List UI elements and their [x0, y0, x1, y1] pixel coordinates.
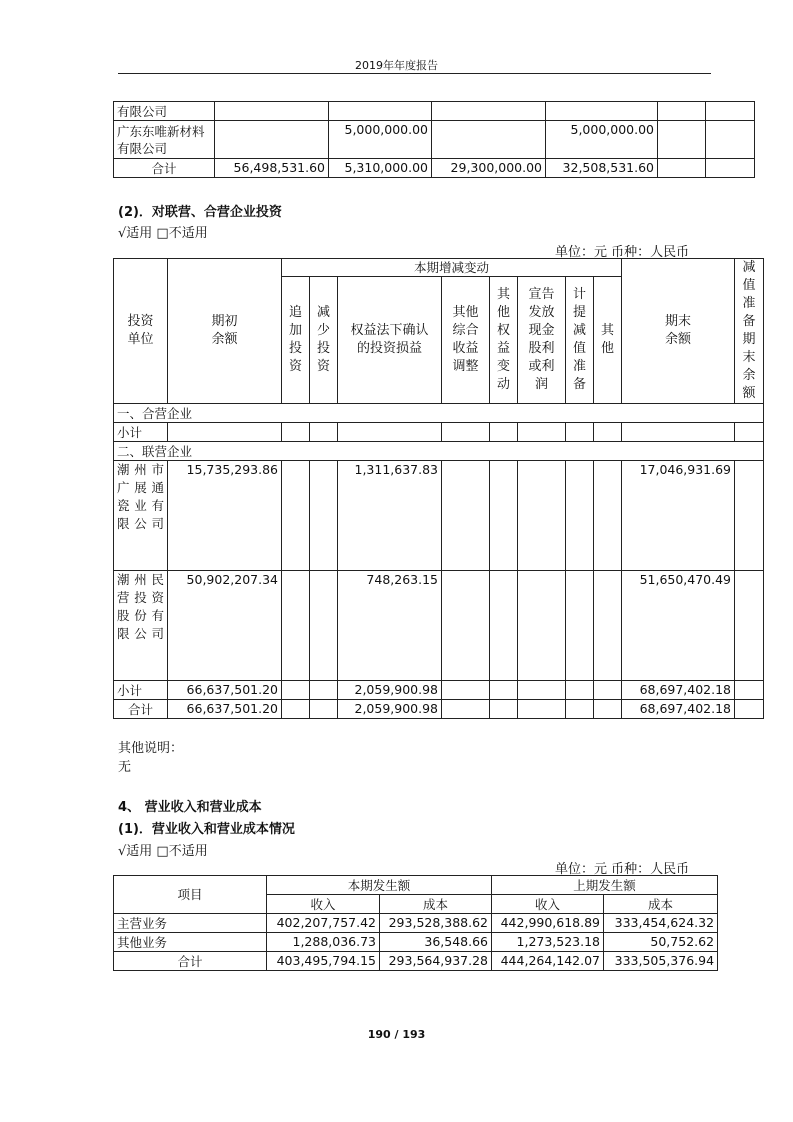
cell — [329, 102, 432, 121]
company-name: 广东东唯新材料有限公司 — [114, 121, 215, 159]
page-number: 190 / 193 — [367, 1028, 426, 1041]
cell — [282, 571, 310, 681]
cell — [706, 102, 755, 121]
header-prior-cost: 成本 — [604, 895, 718, 914]
cell — [490, 423, 518, 442]
cell — [310, 681, 338, 700]
cell — [442, 571, 490, 681]
cell — [622, 423, 735, 442]
cell — [566, 681, 594, 700]
equity-income-value: 2,059,900.98 — [338, 681, 442, 700]
cell — [566, 461, 594, 571]
cell — [594, 700, 622, 719]
cell — [432, 102, 546, 121]
note-value: 无 — [118, 760, 132, 775]
cell — [706, 159, 755, 178]
table-continued — [113, 101, 755, 178]
cell — [338, 423, 442, 442]
subtotal-label: 小计 — [114, 681, 168, 700]
cell — [566, 423, 594, 442]
header-divider — [118, 73, 711, 74]
header-equity-income: 权益法下确认 的投资损益 — [338, 277, 442, 404]
table-row — [114, 571, 764, 681]
cell — [546, 102, 658, 121]
cell: 403,495,794.15 — [267, 952, 380, 971]
header-ending: 期末 余额 — [622, 259, 735, 404]
total-label: 合计 — [114, 952, 267, 971]
header-current-revenue: 收入 — [267, 895, 380, 914]
table-row — [114, 461, 764, 571]
cell — [442, 423, 490, 442]
cell — [735, 681, 764, 700]
cell — [735, 423, 764, 442]
header-item: 项目 — [114, 876, 267, 914]
cell — [566, 700, 594, 719]
cell — [442, 461, 490, 571]
subtotal-label: 小计 — [114, 423, 168, 442]
cell: 442,990,618.89 — [492, 914, 604, 933]
table-row — [114, 159, 755, 178]
investment-table — [113, 258, 764, 719]
unit-label: 单位：元 币种：人民币 — [555, 862, 690, 877]
header-current-cost: 成本 — [380, 895, 492, 914]
header-prior-revenue: 收入 — [492, 895, 604, 914]
header-row — [114, 259, 764, 277]
opening-value: 66,637,501.20 — [168, 681, 282, 700]
cell: 1,273,523.18 — [492, 933, 604, 952]
header-row — [114, 876, 718, 895]
unit-label: 单位：元 币种：人民币 — [555, 245, 690, 260]
cell — [490, 700, 518, 719]
cell — [168, 423, 282, 442]
table-row — [114, 914, 718, 933]
cell — [735, 461, 764, 571]
header-prior: 上期发生额 — [492, 876, 718, 895]
cell — [658, 102, 706, 121]
cell — [518, 700, 566, 719]
cell — [282, 700, 310, 719]
cell: 56,498,531.60 — [215, 159, 329, 178]
cell: 36,548.66 — [380, 933, 492, 952]
cell — [518, 423, 566, 442]
header-investee: 投资 单位 — [114, 259, 168, 404]
cell: 402,207,757.42 — [267, 914, 380, 933]
cell — [432, 121, 546, 159]
opening-value: 66,637,501.20 — [168, 700, 282, 719]
note-label: 其他说明： — [118, 741, 184, 756]
cell: 5,310,000.00 — [329, 159, 432, 178]
cell: 32,508,531.60 — [546, 159, 658, 178]
item-label: 主营业务 — [114, 914, 267, 933]
revenue-cost-table — [113, 875, 718, 971]
assoc-label: 二、联营企业 — [114, 442, 764, 461]
cell — [490, 681, 518, 700]
header-other-equity: 其他权益变动 — [490, 277, 518, 404]
jv-label: 一、合营企业 — [114, 404, 764, 423]
equity-income-value: 2,059,900.98 — [338, 700, 442, 719]
cell — [282, 681, 310, 700]
section-title: (2)．对联营、合营企业投资 — [118, 205, 282, 220]
header-impairment-end: 减值准备期末余额 — [735, 259, 764, 404]
equity-income-value: 748,263.15 — [338, 571, 442, 681]
company-name: 潮州市广展通瓷业有限公司 — [114, 461, 168, 571]
section-title: 4、 营业收入和营业成本 — [118, 800, 262, 815]
header-oci: 其他 综合 收益 调整 — [442, 277, 490, 404]
header-reduce-invest: 减少投资 — [310, 277, 338, 404]
cell — [594, 681, 622, 700]
cell — [594, 423, 622, 442]
cell — [310, 423, 338, 442]
header-opening: 期初 余额 — [168, 259, 282, 404]
cell — [594, 571, 622, 681]
cell — [282, 461, 310, 571]
table-row — [114, 700, 764, 719]
section-subtitle: (1)．营业收入和营业成本情况 — [118, 822, 295, 837]
cell: 293,564,937.28 — [380, 952, 492, 971]
equity-income-value: 1,311,637.83 — [338, 461, 442, 571]
cell: 1,288,036.73 — [267, 933, 380, 952]
cell — [706, 121, 755, 159]
cell — [310, 461, 338, 571]
cell — [490, 571, 518, 681]
cell: 444,264,142.07 — [492, 952, 604, 971]
cell — [282, 423, 310, 442]
applicable-flag: √适用 □不适用 — [118, 844, 208, 859]
ending-value: 51,650,470.49 — [622, 571, 735, 681]
header-dividend: 宣告 发放 现金 股利 或利 润 — [518, 277, 566, 404]
total-label: 合计 — [114, 700, 168, 719]
header-change-group: 本期增减变动 — [282, 259, 622, 277]
header-impairment-prov: 计提减值准备 — [566, 277, 594, 404]
table-row — [114, 442, 764, 461]
cell — [658, 121, 706, 159]
table-row — [114, 423, 764, 442]
cell — [310, 700, 338, 719]
item-label: 其他业务 — [114, 933, 267, 952]
cell — [518, 571, 566, 681]
cell: 50,752.62 — [604, 933, 718, 952]
header-current: 本期发生额 — [267, 876, 492, 895]
ending-value: 17,046,931.69 — [622, 461, 735, 571]
total-label: 合计 — [114, 159, 215, 178]
cell — [215, 102, 329, 121]
cell: 5,000,000.00 — [329, 121, 432, 159]
header-add-invest: 追加投资 — [282, 277, 310, 404]
cell — [566, 571, 594, 681]
table-row — [114, 952, 718, 971]
cell — [442, 700, 490, 719]
ending-value: 68,697,402.18 — [622, 681, 735, 700]
cell — [490, 461, 518, 571]
cell — [215, 121, 329, 159]
cell: 333,505,376.94 — [604, 952, 718, 971]
page-header: 2019年年度报告 — [355, 59, 438, 72]
cell — [658, 159, 706, 178]
cell — [442, 681, 490, 700]
company-name: 潮州民营投资股份有限公司 — [114, 571, 168, 681]
opening-value: 50,902,207.34 — [168, 571, 282, 681]
table-row — [114, 404, 764, 423]
cell — [518, 461, 566, 571]
table-row — [114, 121, 755, 159]
cell: 5,000,000.00 — [546, 121, 658, 159]
table-row — [114, 102, 755, 121]
cell — [735, 571, 764, 681]
opening-value: 15,735,293.86 — [168, 461, 282, 571]
table-row — [114, 933, 718, 952]
cell: 333,454,624.32 — [604, 914, 718, 933]
cell — [594, 461, 622, 571]
company-name: 有限公司 — [114, 102, 215, 121]
cell — [735, 700, 764, 719]
ending-value: 68,697,402.18 — [622, 700, 735, 719]
cell: 293,528,388.62 — [380, 914, 492, 933]
cell: 29,300,000.00 — [432, 159, 546, 178]
applicable-flag: √适用 □不适用 — [118, 226, 208, 241]
cell — [310, 571, 338, 681]
table-row — [114, 681, 764, 700]
header-other: 其他 — [594, 277, 622, 404]
cell — [518, 681, 566, 700]
